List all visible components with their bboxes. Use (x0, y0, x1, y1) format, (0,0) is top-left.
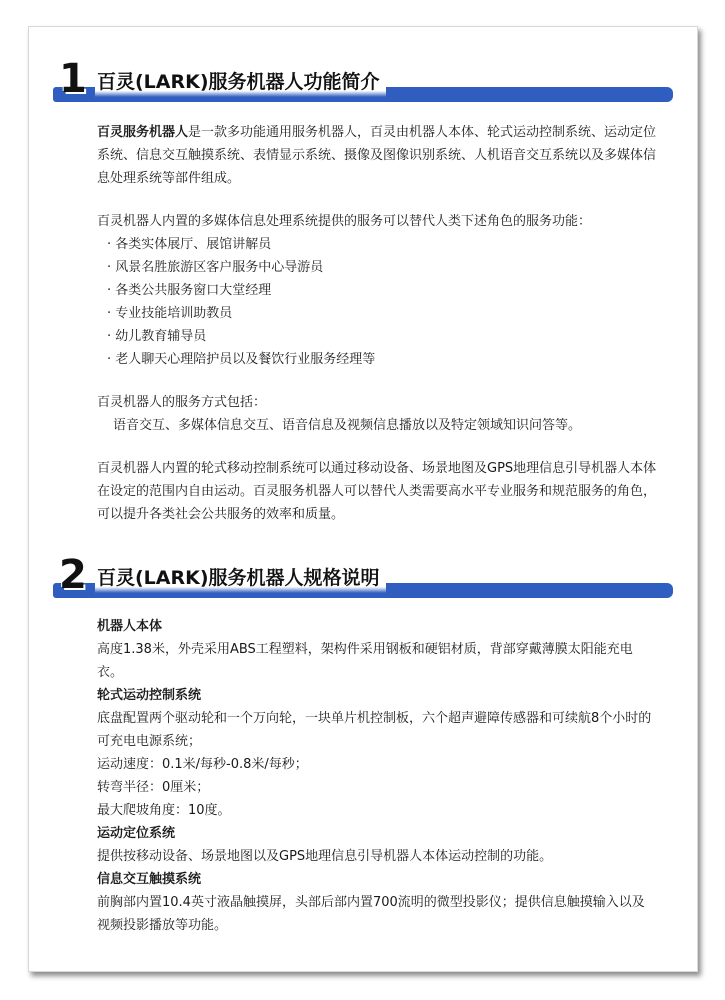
mobility-paragraph: 百灵机器人内置的轮式移动控制系统可以通过移动设备、场景地图及GPS地理信息引导机器人本体在设定的范围内自由运动。百灵服务机器人可以替代人类需要高水平专业服务和规范服务的角色，可以提升各类社会公共服务的效率和质量。 (97, 461, 657, 522)
section-1-body (97, 121, 657, 526)
intro-paragraph (97, 121, 657, 190)
intro-rest: 是一款多功能通用服务机器人，百灵由机器人本体、轮式运动控制系统、运动定位系统、信息交互触摸系统、表情显示系统、摄像及图像识别系统、人机语音交互系统以及多媒体信息处理系统等部件组成。 (97, 125, 657, 186)
wheel-label: 轮式运动控制系统 (97, 688, 202, 703)
intro-lead: 百灵服务机器人 (97, 125, 189, 140)
body-label: 机器人本体 (97, 619, 163, 634)
positioning-text: 提供按移动设备、场景地图以及GPS地理信息引导机器人本体运动控制的功能。 (97, 849, 553, 864)
positioning-label: 运动定位系统 (97, 826, 176, 841)
roles-intro: 百灵机器人内置的多媒体信息处理系统提供的服务可以替代人类下述角色的服务功能： (97, 214, 592, 229)
turn-radius-text: 转弯半径：0厘米； (97, 780, 210, 795)
wheel-text: 底盘配置两个驱动轮和一个万向轮，一块单片机控制板，六个超声避障传感器和可续航8个小时的可充电电源系统； (97, 711, 652, 749)
climb-text: 最大爬坡角度：10度。 (97, 803, 231, 818)
section-1-header (53, 56, 673, 103)
service-detail: 语音交互、多媒体信息交互、语音信息及视频信息播放以及特定领域知识问答等。 (113, 418, 582, 433)
touch-label: 信息交互触摸系统 (97, 872, 202, 887)
service-label: 百灵机器人的服务方式包括： (97, 395, 267, 410)
touch-text: 前胸部内置10.4英寸液晶触摸屏，头部后部内置700流明的微型投影仪；提供信息触摸输入以及视频投影播放等功能。 (97, 895, 645, 933)
role-item: · 老人聊天心理陪护员以及餐饮行业服务经理等 (107, 352, 376, 367)
section-1-number: 1 (59, 56, 87, 102)
document-page (28, 26, 698, 972)
speed-text: 运动速度：0.1米/每秒-0.8米/每秒； (97, 757, 308, 772)
role-item: · 幼儿教育辅导员 (107, 329, 207, 344)
section-1-title: 百灵(LARK)服务机器人功能简介 (95, 69, 386, 97)
role-item: · 各类实体展厅、展馆讲解员 (107, 237, 272, 252)
section-2-title: 百灵(LARK)服务机器人规格说明 (95, 565, 386, 593)
section-2-number: 2 (59, 552, 87, 598)
body-text: 高度1.38米，外壳采用ABS工程塑料，架构件采用钢板和硬铝材质，背部穿戴薄膜太阳能充电衣。 (97, 642, 633, 680)
role-item: · 风景名胜旅游区客户服务中心导游员 (107, 260, 324, 275)
role-item: · 各类公共服务窗口大堂经理 (107, 283, 272, 298)
section-2-header (53, 552, 673, 599)
role-item: · 专业技能培训助教员 (107, 306, 233, 321)
section-2-body (97, 615, 657, 937)
